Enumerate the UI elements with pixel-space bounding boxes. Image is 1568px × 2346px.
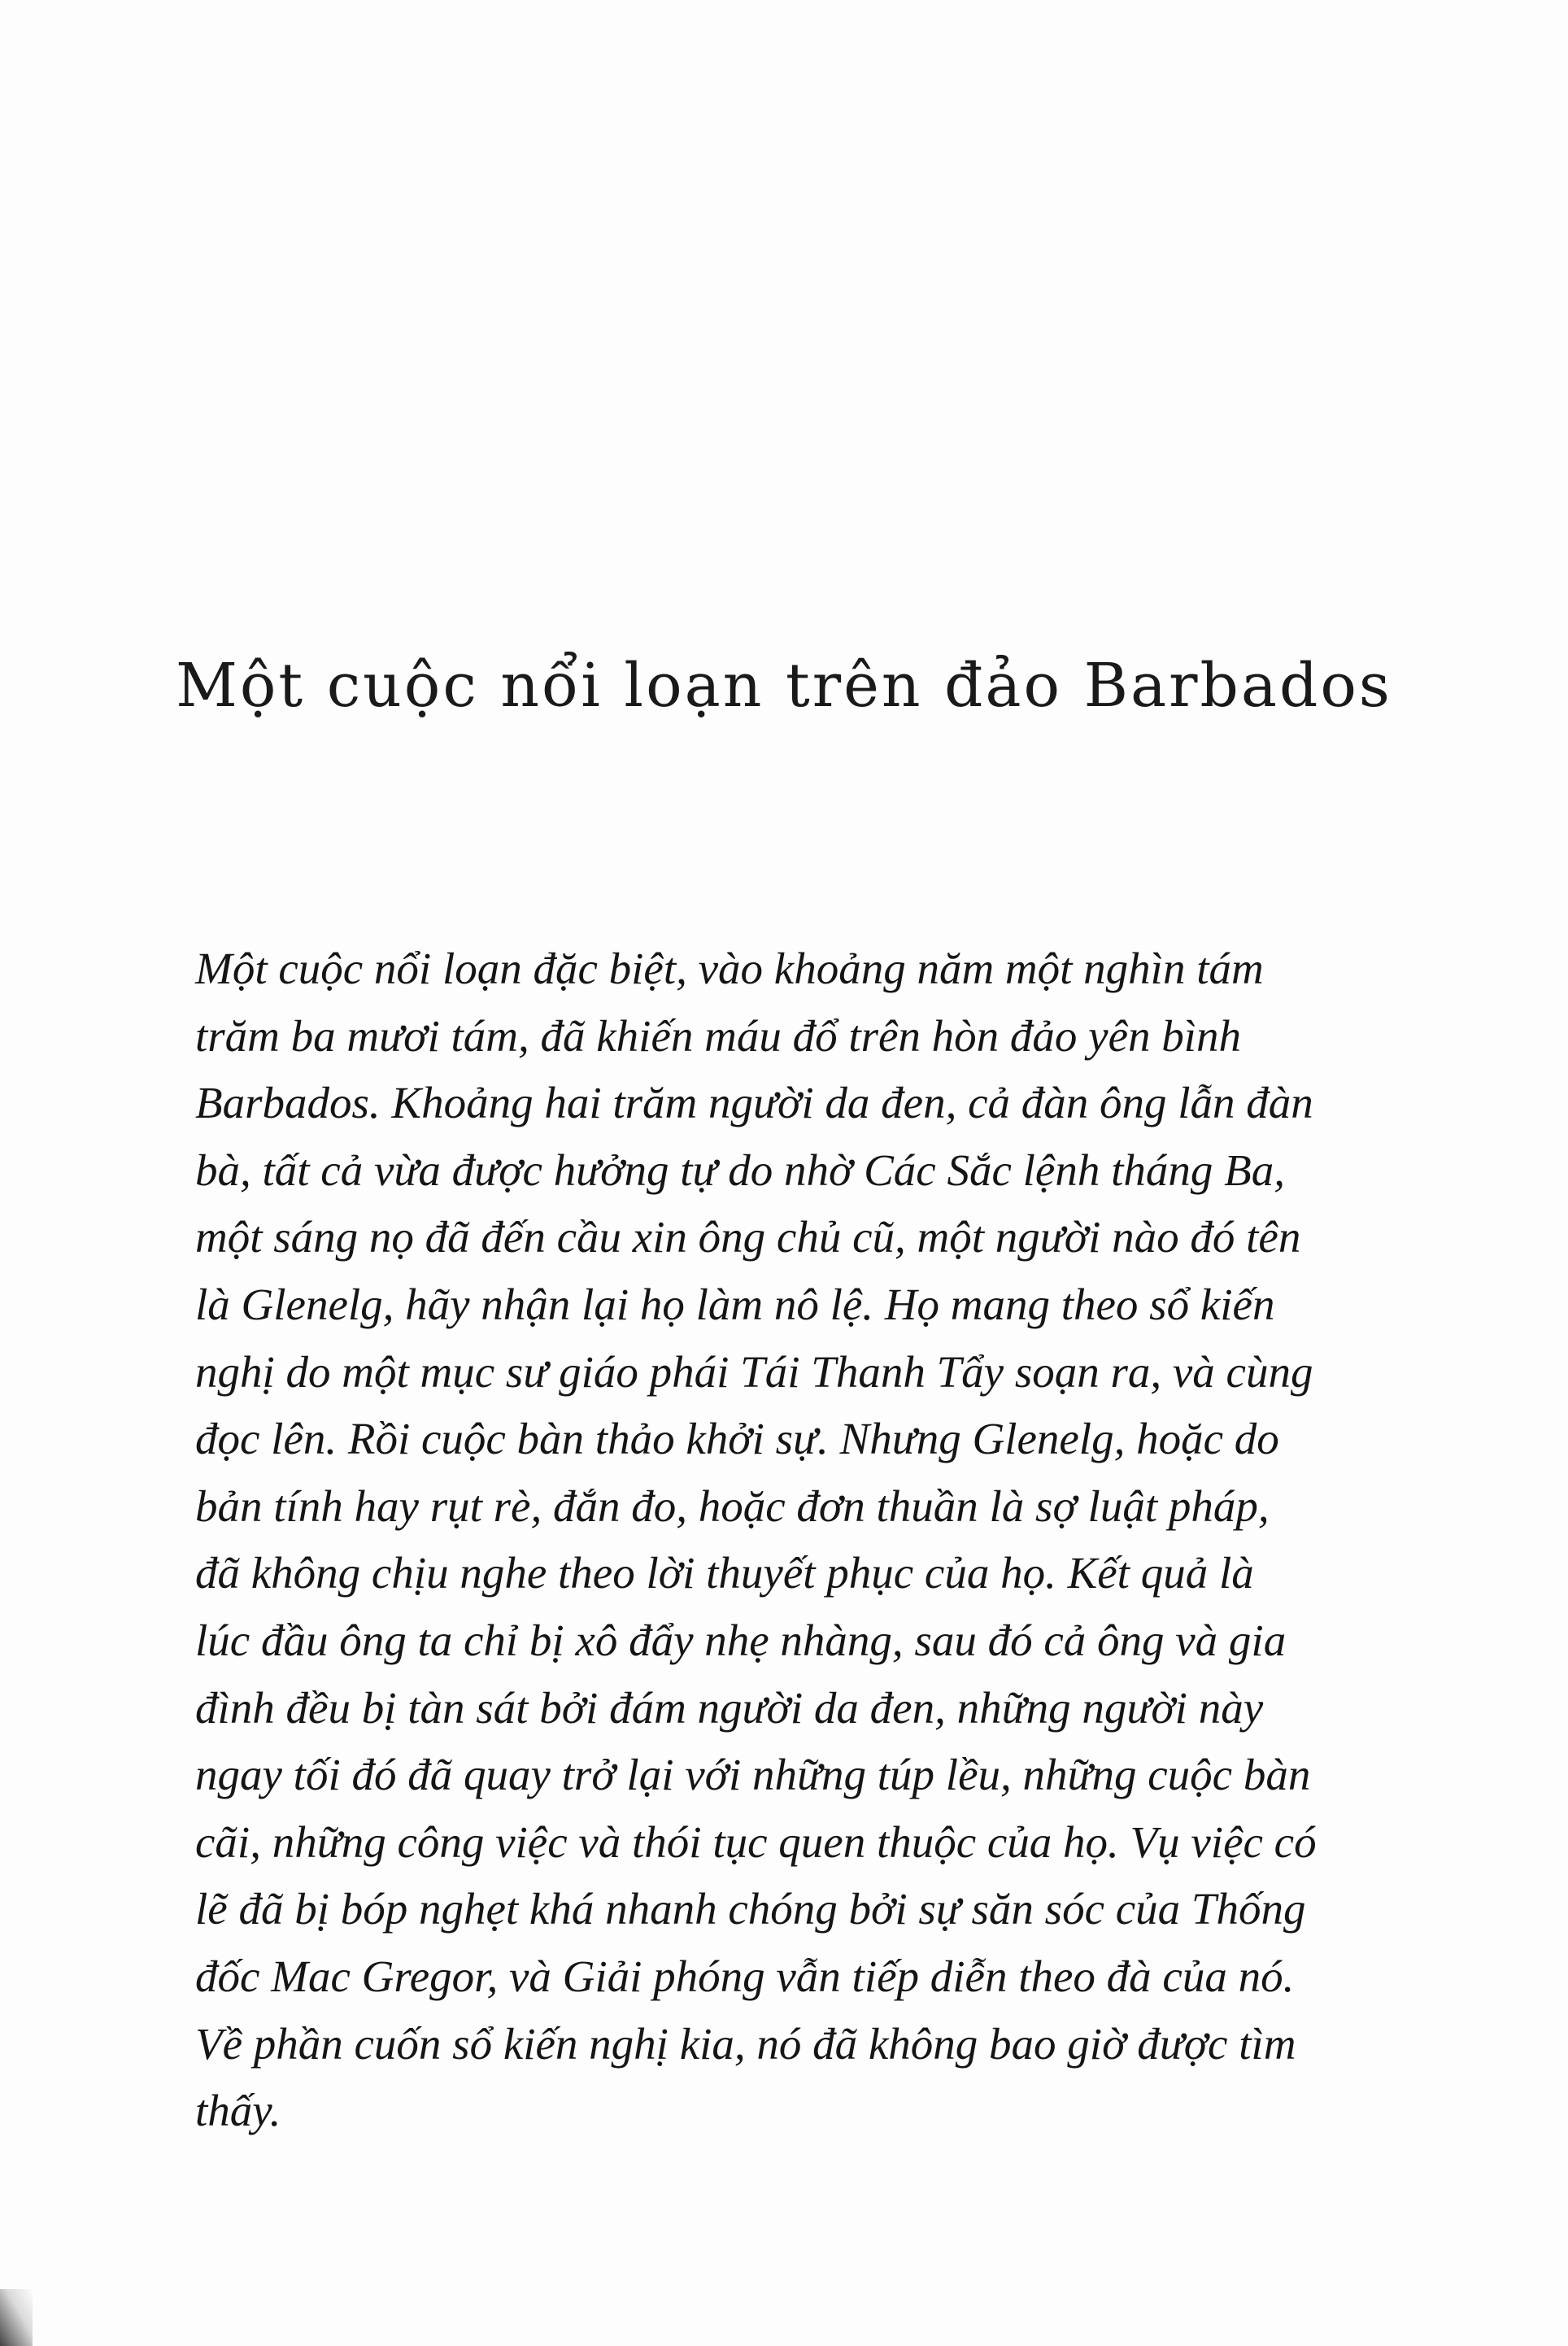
text-line: trăm ba mươi tám, đã khiến máu đổ trên hòn đảo yên bình xyxy=(195,1010,1242,1061)
chapter-title: Một cuộc nổi loạn trên đảo Barbados xyxy=(176,651,1392,721)
text-line: đình đều bị tàn sát bởi đám người da đen, những người này xyxy=(195,1682,1264,1733)
text-line: là Glenelg, hãy nhận lại họ làm nô lệ. Họ mang theo sổ kiến xyxy=(195,1279,1275,1329)
text-line: đã không chịu nghe theo lời thuyết phục của họ. Kết quả là xyxy=(195,1548,1254,1598)
text-line: đọc lên. Rồi cuộc bàn thảo khởi sự. Nhưng Glenelg, hoặc do xyxy=(195,1414,1279,1464)
text-line: lẽ đã bị bóp nghẹt khá nhanh chóng bởi sự săn sóc của Thống xyxy=(195,1884,1306,1934)
text-line: Barbados. Khoảng hai trăm người da đen, cả đàn ông lẫn đàn xyxy=(195,1078,1313,1128)
text-line: cãi, những công việc và thói tục quen thuộc của họ. Vụ việc có xyxy=(195,1816,1317,1867)
text-line: thấy. xyxy=(195,2086,281,2136)
text-line: bà, tất cả vừa được hưởng tự do nhờ Các Sắc lệnh tháng Ba, xyxy=(195,1145,1285,1195)
text-line: Về phần cuốn sổ kiến nghị kia, nó đã không bao giờ được tìm xyxy=(195,2018,1296,2069)
text-line: lúc đầu ông ta chỉ bị xô đẩy nhẹ nhàng, sau đó cả ông và gia xyxy=(195,1615,1287,1665)
body-paragraph xyxy=(195,935,1366,2145)
text-line: ngay tối đó đã quay trở lại với những túp lều, những cuộc bàn xyxy=(195,1750,1311,1800)
text-line: Một cuộc nổi loạn đặc biệt, vào khoảng năm một nghìn tám xyxy=(195,944,1264,993)
text-line: một sáng nọ đã đến cầu xin ông chủ cũ, một người nào đó tên xyxy=(195,1212,1301,1262)
scan-edge-shadow xyxy=(0,2289,33,2346)
text-line: đốc Mac Gregor, và Giải phóng vẫn tiếp diễn theo đà của nó. xyxy=(195,1951,1295,2001)
text-line: nghị do một mục sư giáo phái Tái Thanh Tẩy soạn ra, và cùng xyxy=(195,1346,1313,1397)
text-line: bản tính hay rụt rè, đắn đo, hoặc đơn thuần là sợ luật pháp, xyxy=(195,1480,1270,1531)
